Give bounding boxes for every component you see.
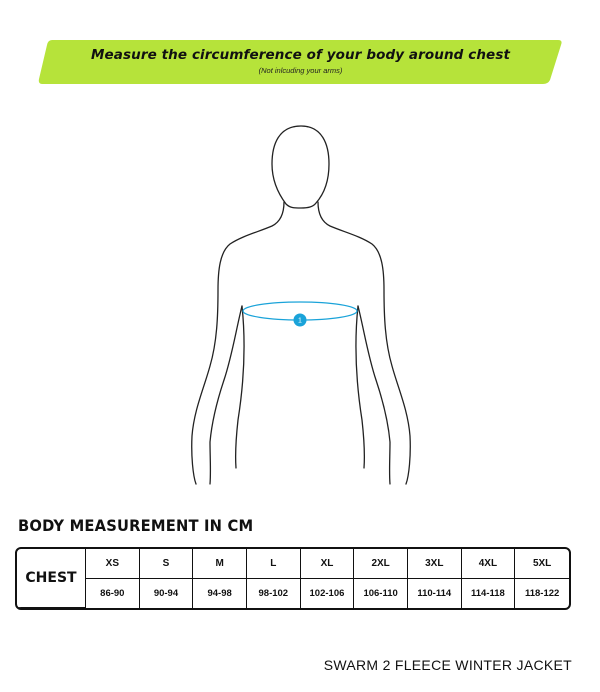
chest-values-row	[17, 579, 569, 608]
banner-subtitle: (Not inlcuding your arms)	[258, 66, 343, 75]
chest-value: 114-118	[462, 579, 516, 608]
chest-value: 106-110	[354, 579, 408, 608]
size-header: XS	[86, 549, 140, 579]
chest-value: 118-122	[524, 588, 560, 599]
size-header: 4XL	[462, 549, 516, 579]
product-name: SWARM 2 FLEECE WINTER JACKET	[323, 657, 572, 673]
chest-value: 94-98	[193, 579, 247, 608]
left-side-outline	[192, 202, 284, 484]
chest-value: 102-106	[301, 579, 355, 608]
size-header: XL	[301, 549, 355, 579]
chest-value: 86-90	[86, 579, 140, 608]
right-inner-arm	[358, 306, 390, 484]
chest-value: 110-114	[408, 579, 462, 608]
size-header: L	[247, 549, 301, 579]
size-header: 3XL	[408, 549, 462, 579]
size-header-row	[17, 549, 569, 579]
chest-value: 90-94	[140, 579, 194, 608]
instruction-banner	[38, 39, 563, 85]
row-header-chest: CHEST	[17, 549, 86, 608]
banner-title: Measure the circumference of your body around chest	[90, 47, 511, 63]
size-header: M	[193, 549, 247, 579]
head-outline	[272, 126, 329, 208]
left-inner-arm	[210, 306, 242, 484]
chest-value: 98-102	[247, 579, 301, 608]
size-header: 5XL	[515, 549, 569, 579]
section-title: BODY MEASUREMENT IN CM	[18, 516, 254, 535]
size-header: 2XL	[354, 549, 408, 579]
size-table	[15, 547, 571, 610]
size-header: S	[140, 549, 194, 579]
chest-marker-label: 1	[298, 317, 302, 325]
body-outline-figure	[180, 120, 420, 490]
